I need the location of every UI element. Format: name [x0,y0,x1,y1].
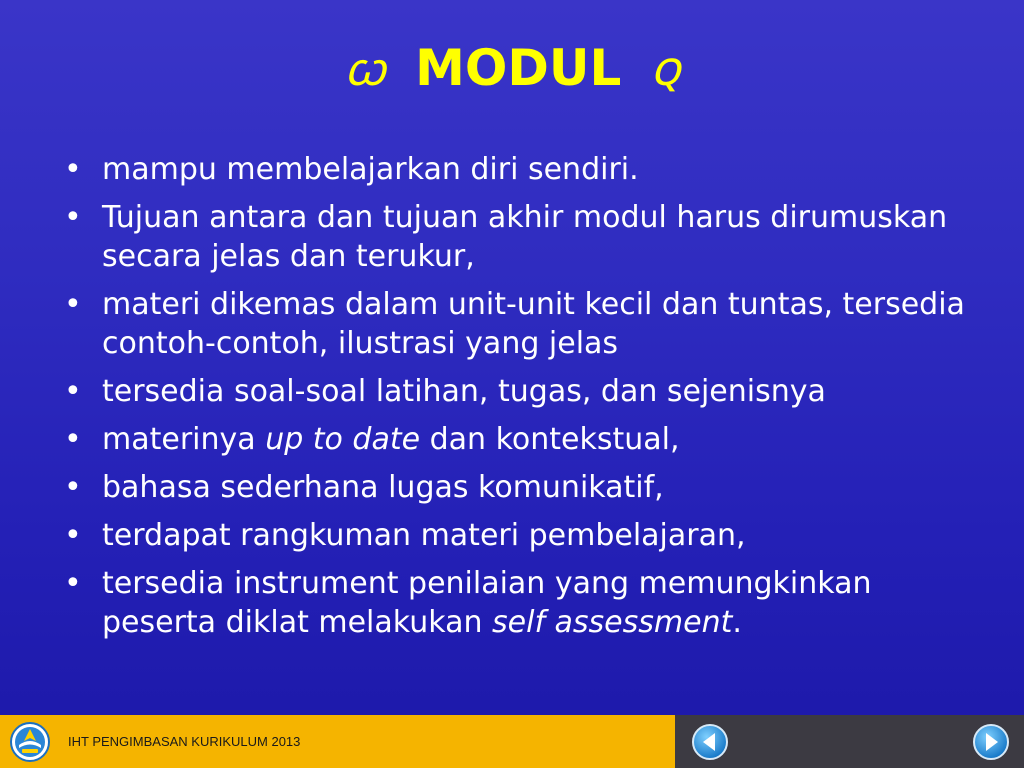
footer-left-panel [0,715,675,768]
bullet-dot: • [64,200,82,235]
footer-caption: IHT PENGIMBASAN KURIKULUM 2013 [68,734,301,749]
bullet-item [58,198,968,276]
title-text: MODUL [415,39,622,97]
arrow-left-icon[interactable] [691,723,729,761]
slide-title [0,36,1024,101]
bullet-dot: • [64,374,82,409]
bullet-text: Tujuan antara dan tujuan akhir modul harus dirumuskan secara jelas dan terukur, [102,200,948,274]
bullet-dot: • [64,470,82,505]
bullet-text-italic: up to date [265,422,421,457]
bullet-text: mampu membelajarkan diri sendiri. [102,152,639,187]
footer-bar [0,715,1024,768]
bullet-item [58,420,968,459]
bullet-text-before: materinya [102,422,266,457]
arrow-right-icon[interactable] [972,723,1010,761]
bullet-text-before: tersedia instrument penilaian yang memungkinkan peserta diklat melakukan [102,566,872,640]
bullet-text: tersedia soal-soal latihan, tugas, dan sejenisnya [102,374,826,409]
bullet-list [58,150,968,651]
bullet-dot: • [64,566,82,601]
bullet-item [58,150,968,189]
bullet-text: terdapat rangkuman materi pembelajaran, [102,518,746,553]
title-ornament-left: ꞷ [344,42,386,96]
bullet-item [58,372,968,411]
bullet-item [58,285,968,363]
bullet-dot: • [64,422,82,457]
bullet-text-after: dan kontekstual, [420,422,680,457]
bullet-text-after: . [732,605,742,640]
footer-right-panel [675,715,1024,768]
title-ornament-right: ꞯ [650,42,680,96]
bullet-item [58,516,968,555]
bullet-text: materi dikemas dalam unit-unit kecil dan tuntas, tersedia contoh-contoh, ilustrasi yang jelas [102,287,965,361]
tut-wuri-handayani-logo-icon [8,721,52,763]
bullet-dot: • [64,152,82,187]
bullet-text: bahasa sederhana lugas komunikatif, [102,470,664,505]
bullet-dot: • [64,287,82,322]
bullet-dot: • [64,518,82,553]
bullet-item [58,468,968,507]
bullet-item [58,564,968,642]
bullet-text-italic: self assessment [492,605,733,640]
